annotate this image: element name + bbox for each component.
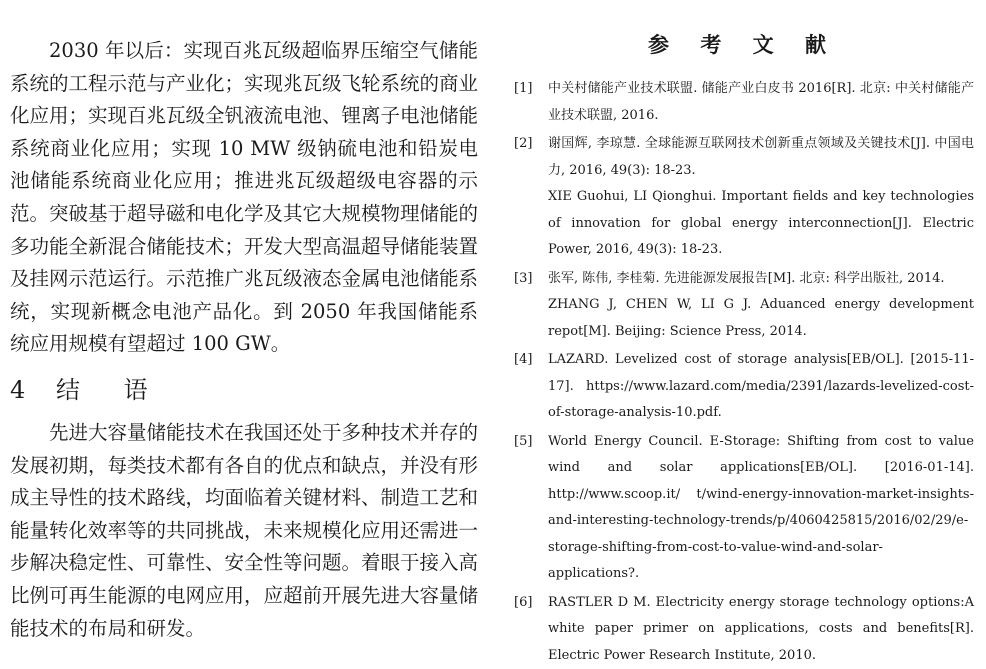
reference-text-english: XIE Guohui, LI Qionghui. Important fields and key technologies of innovation for global energy interconnection[J]. Electric Power, 2016, 49(3): 18-23. xyxy=(548,184,974,264)
reference-text: 谢国辉, 李琼慧. 全球能源互联网技术创新重点领域及关键技术[J]. 中国电力, 2016, 49(3): 18-23. xyxy=(548,131,974,184)
body-paragraph-conclusion: 先进大容量储能技术在我国还处于多种技术并存的发展初期，每类技术都有各自的优点和缺点，并没有形成主导性的技术路线，均面临着关键材料、制造工艺和能量转化效率等的共同挑战，未来规模化应用还需进一步解决稳定性、可靠性、安全性等问题。着眼于接入高比例可再生能源的电网应用，应超前开展先进大容量储能技术的布局和研发。 xyxy=(10,417,478,645)
reference-text: 张军, 陈伟, 李桂菊. 先进能源发展报告[M]. 北京: 科学出版社, 2014. xyxy=(548,266,974,293)
main-text-column xyxy=(10,0,478,666)
reference-item xyxy=(512,347,974,427)
reference-text: 中关村储能产业技术联盟. 储能产业白皮书 2016[R]. 北京: 中关村储能产业技术联盟, 2016. xyxy=(548,76,974,129)
reference-item xyxy=(512,131,974,264)
reference-number: [4] xyxy=(514,347,532,374)
reference-number: [5] xyxy=(514,429,532,456)
reference-number: [6] xyxy=(514,590,532,617)
reference-text-english: ZHANG J, CHEN W, LI G J. Aduanced energy development repot[M]. Beijing: Science Press, 2014. xyxy=(548,292,974,345)
section-number: 4 xyxy=(10,373,56,407)
reference-text: LAZARD. Levelized cost of storage analysis[EB/OL]. [2015-11-17]. https://www.lazard.com/media/2391/lazards-levelized-cost-of-storage-analysis-10.pdf. xyxy=(548,347,974,427)
reference-text: RASTLER D M. Electricity energy storage technology options:A white paper primer on applications, costs and benefits[R]. Electric Power Research Institute, 2010. xyxy=(548,590,974,669)
reference-item xyxy=(512,76,974,129)
reference-item xyxy=(512,266,974,346)
reference-text: World Energy Council. E-Storage: Shifting from cost to value wind and solar applications[EB/OL]. [2016-01-14]. http://www.scoop.it/ t/wind-energy-innovation-market-insights-and-interesting-technology-trends/p/4060425815/2016/02/29/e-storage-shifting-from-cost-to-value-wind-and-solar-applications?. xyxy=(548,429,974,588)
reference-number: [2] xyxy=(514,131,532,158)
section-heading-conclusion xyxy=(10,373,478,407)
reference-item xyxy=(512,429,974,588)
reference-number: [3] xyxy=(514,266,532,293)
body-paragraph-2030: 2030 年以后：实现百兆瓦级超临界压缩空气储能系统的工程示范与产业化；实现兆瓦级飞轮系统的商业化应用；实现百兆瓦级全钒液流电池、锂离子电池储能系统商业化应用；实现 10 MW 级钠硫电池和铅炭电池储能系统商业化应用；推进兆瓦级超级电容器的示范。突破基于超导磁和电化学及其它大规模物理储能的多功能全新混合储能技术；开发大型高温超导储能装置及挂网示范运行。示范推广兆瓦级液态金属电池储能系统，实现新概念电池产品化。到 2050 年我国储能系统应用规模有望超过 100 GW。 xyxy=(10,35,478,361)
section-title: 结 语 xyxy=(56,376,166,404)
reference-item xyxy=(512,590,974,669)
references-title: 参 考 文 献 xyxy=(512,30,974,60)
references-column xyxy=(512,0,974,666)
reference-number: [1] xyxy=(514,76,532,103)
